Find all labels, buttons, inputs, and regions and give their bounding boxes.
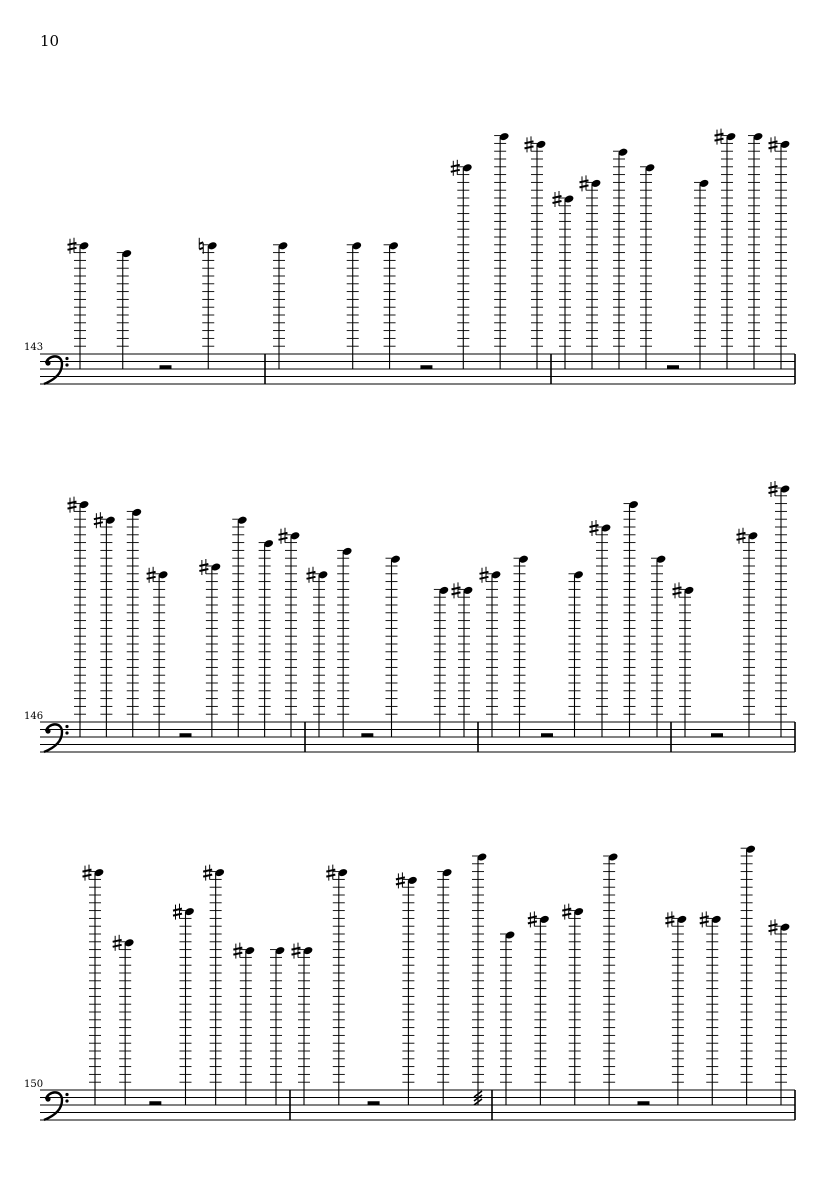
sharp-stroke (562, 914, 571, 916)
sharp-icon (700, 911, 709, 927)
note (326, 865, 348, 1105)
note (528, 911, 550, 1105)
sharp-stroke (665, 921, 674, 923)
note (665, 911, 687, 1105)
clef-dot (65, 1099, 68, 1102)
sharp-icon (769, 919, 778, 935)
sharp-stroke (83, 875, 92, 877)
sharp-stroke (113, 945, 122, 947)
sharp-icon (233, 943, 242, 959)
note (396, 872, 418, 1105)
page-number: 10 (40, 32, 60, 50)
note (437, 868, 453, 1105)
note (270, 946, 286, 1105)
whole-rest (368, 1101, 380, 1105)
note (203, 865, 225, 1105)
whole-rest (638, 1101, 650, 1105)
sharp-icon (528, 911, 537, 927)
sharp-stroke (528, 921, 537, 923)
sharp-icon (665, 911, 674, 927)
note (700, 911, 722, 1105)
note (173, 904, 195, 1105)
note (769, 919, 791, 1105)
sharp-icon (562, 904, 571, 920)
measure-number: 143 (24, 342, 44, 353)
sharp-icon (113, 935, 122, 951)
measure-number: 150 (24, 1079, 44, 1090)
note (500, 930, 516, 1105)
sharp-stroke (769, 929, 778, 931)
sharp-stroke (233, 953, 242, 955)
note (233, 943, 255, 1105)
note (292, 943, 314, 1105)
sharp-stroke (396, 882, 405, 884)
clef-dot (45, 1096, 50, 1101)
note (113, 935, 135, 1105)
note (603, 852, 619, 1105)
sharp-icon (326, 865, 335, 881)
sharp-stroke (700, 921, 709, 923)
bass-clef-icon (44, 1092, 69, 1120)
sharp-icon (83, 865, 92, 881)
sharp-icon (396, 872, 405, 888)
sharp-icon (203, 865, 212, 881)
clef-curve (44, 1092, 62, 1120)
sharp-stroke (292, 953, 301, 955)
sharp-stroke (326, 875, 335, 877)
sharp-stroke (173, 914, 182, 916)
note (472, 852, 488, 1105)
measure-number: 146 (24, 711, 44, 722)
note (83, 865, 105, 1105)
sharp-stroke (203, 875, 212, 877)
clef-dot (65, 1093, 68, 1096)
note (741, 844, 757, 1105)
sharp-icon (173, 904, 182, 920)
sharp-icon (292, 943, 301, 959)
whole-rest (149, 1101, 161, 1105)
note (562, 904, 584, 1105)
